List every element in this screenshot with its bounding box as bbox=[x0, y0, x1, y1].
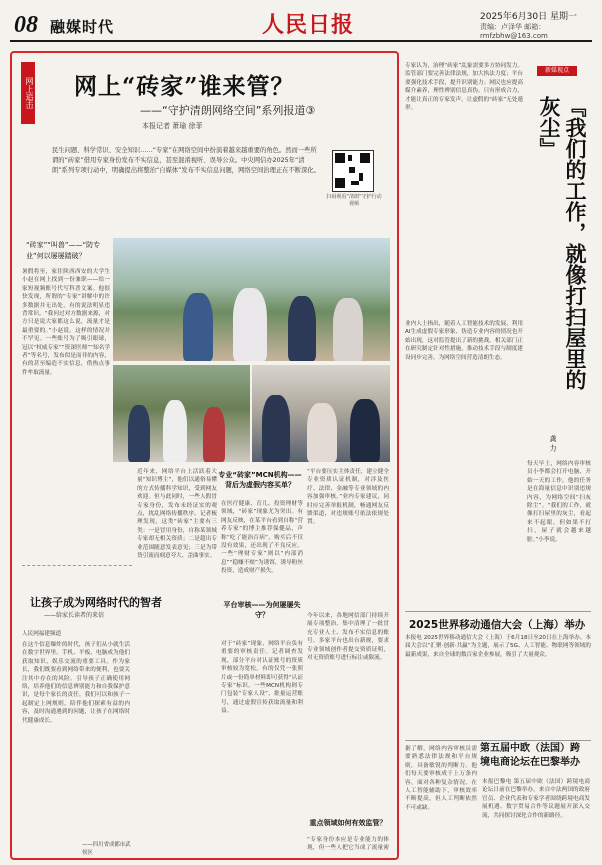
article-byline: 本报记者 萧瑜 徐菲 bbox=[142, 122, 203, 130]
editor-info: 责编：卢泽华 邮箱：rmfzbhw@163.com bbox=[480, 23, 548, 40]
commentary-body: 每天早上，网络内容审核员小李都会打开电脑，开始一天的工作。他的任务是在海量信息中识别违规内容，为网络空间“扫灰除尘”。“我们的工作，就像打扫屋里的灰尘，看起来不起眼，但如果不打扫，屋子就会越来越脏。”小李说。 bbox=[527, 461, 591, 543]
news-body-2: 本报巴黎电 第五届中欧（法国）跨境电商论坛日前在巴黎举办。来自中法两国的政府官员、企业代表和专家学者围绕跨境电商发展机遇、数字贸易合作等议题展开深入交流，共同探讨深化合作的新路径。 bbox=[482, 779, 590, 819]
news-headline-1: 2025世界移动通信大会（上海）举办 bbox=[409, 619, 586, 631]
article-text-col4c: “专家身份本应是专业能力的体现，但一些人把它当成了流量密 bbox=[307, 837, 389, 852]
issue-date: 2025年6月30日 星期一 bbox=[480, 12, 577, 22]
letter-subtitle: ——给家长读者的来信 bbox=[44, 612, 105, 619]
page-header bbox=[0, 0, 602, 46]
article-text-col3: 在医疗健康、育儿、投资理财等领域，“砖家”现象尤为突出。有网友反映，在某平台看到自称“营养专家”的博主推荐保健品，声称“吃了能治百病”，购买后不仅没有效果，还出现了不良反应。一些“理财专家”则以“内部消息”“稳赚不赔”为诱饵，诱导粉丝投资，造成财产损失。 bbox=[221, 501, 303, 575]
right-divider-1 bbox=[405, 611, 591, 612]
header-rule bbox=[10, 40, 592, 42]
side-subheading: “砖家”“叫兽”——“防专业”何以屡屡踏破？ bbox=[26, 241, 101, 260]
commentary-headline: 『我们的工作，就像打扫屋里的灰尘』 bbox=[537, 96, 588, 390]
page-number: 08 bbox=[14, 12, 38, 38]
qr-caption: 扫码观看“清朗”守护行动视频 bbox=[326, 194, 382, 207]
right-column-tag: 新媒视点 bbox=[537, 66, 577, 76]
mid-subheading-1: 专业“砖家”MCN机构——背后为虚假内容买单？ bbox=[218, 471, 302, 489]
article-text-col3b: 对于“砖家”现象，网络平台负有重要的审核责任。记者调查发现，部分平台对认证账号的资质审核较为宽松，有的仅凭一张照片或一份简单材料即可获得“认证专家”标识。一些MCN机构则专门包装“专家人设”，批量运营账号，通过虚假宣传获取流量和利益。 bbox=[221, 641, 303, 715]
article-text-col4b: 今年以来，各地网信部门持续开展专项整治，集中清理了一批冒充专业人士、发布不实信息的账号。多家平台也出台新规，要求专业领域创作者提交资质证明，对无资质账号进行标注或限流。 bbox=[307, 613, 389, 662]
right-text-1: 专家认为，治理“砖家”乱象需要多方协同发力。监管部门要完善法律法规，加大执法力度；平台要强化技术手段，提升识别能力；网民也应提高媒介素养，理性辨别信息真伪。只有形成合力，才能让真正的专家发声，让虚假的“砖家”无处遁形。 bbox=[405, 63, 523, 112]
mid-subheading-2: 平台审核——为何屡屡失守？ bbox=[223, 601, 301, 619]
mid-subheading-3: 重点领域如何有效监管？ bbox=[309, 819, 387, 827]
article-text-col4: “平台要压实主体责任，建立健全专业资质认证机制，对涉及医疗、法律、金融等专业领域的内容加强审核。”业内专家建议，同时应完善举报机制，畅通网友反馈渠道，对违规账号依法依规处置。 bbox=[307, 469, 389, 526]
commentary-author: 龚 力 bbox=[549, 435, 557, 452]
right-text-2: 业内人士指出，随着人工智能技术的发展，利用AI生成虚假专家形象、伪造专业内容的情况也开始出现，这对监管提出了新的挑战。相关部门正在研究制定针对性措施，推动技术手段与制度建设同步完善，为网络空间营造清朗生态。 bbox=[405, 321, 523, 361]
photo-classroom bbox=[252, 365, 390, 462]
letter-byline: 人民网福建频道 bbox=[22, 631, 62, 637]
article-headline: 网上“砖家”谁来管？ bbox=[74, 73, 295, 100]
section-name: 融媒时代 bbox=[50, 18, 115, 36]
news-headline-2: 第五届中欧（法国）跨境电商论坛在巴黎举办 bbox=[480, 743, 580, 768]
article-lead: 民生问题、科学常识、安全知识……“专家”在网络空间中扮演着越来越重要的角色。然而一些所谓的“砖家”借用专家身份发布不实信息，甚至混淆视听、误导公众。中央网信办2025年“清朗”系列专项行动中，明确提出将整治“自媒体”发布不实信息问题，网络空间治理正在不断深化。 bbox=[52, 147, 320, 174]
right-divider-2 bbox=[405, 740, 591, 741]
qr-code[interactable] bbox=[332, 150, 374, 192]
newspaper-logo: 人民日报 bbox=[262, 12, 355, 38]
article-text-col1: 暑假将至，家住陕西西安的大学生小赵在网上找到一份兼职——给一家短视频账号代写科普文案。他很快发现，所谓的“专家”讲解中的许多数据并无出处，有的说法明显违背常识。“我问过对方数据来源，对方只是说大家都这么说，流量才是最重要的。”小赵说。这样的情况并不罕见。一些账号为了吸引眼球，冠以“权威专家”“资深医师”“知名学者”等名号，发布似是而非的内容，有的甚至编造不实信息，借热点事件牟取流量。 bbox=[22, 269, 110, 376]
letter-title: 让孩子成为网络时代的智者 bbox=[30, 596, 162, 609]
letter-box bbox=[22, 565, 162, 856]
letter-body: 在这个信息爆炸的时代，孩子们从小就生活在数字世界里。手机、平板、电脑成为他们获取知识、娱乐交流的重要工具。作为家长，我们既要看到网络带来的便利，也要关注其中存在的风险。引导孩子正确使用网络，培养他们的信息辨别能力和自我保护意识，是每个家长的责任。我们可以和孩子一起制定上网规则，陪伴他们探索有益的内容，及时沟通遇到的问题，让孩子在网络时代健康成长。 bbox=[22, 642, 130, 724]
right-text-3: 据了解，网络内容审核员需要熟悉法律法规和平台规则，具备敏锐的判断力。他们每天要审核成千上万条内容，面对各种复杂情况。在人工智能辅助下，审核效率不断提高，但人工判断依然不可或缺。 bbox=[405, 746, 477, 811]
photo-outdoor-event bbox=[113, 365, 250, 462]
letter-signoff: ——四川省成都市武侯区 bbox=[82, 842, 131, 856]
article-subheadline: ——“守护清朗网络空间”系列报道③ bbox=[140, 104, 316, 117]
news-body-1: 本报电 2025世界移动通信大会（上海）于6月18日至20日在上海举办。本届大会以“汇聚·创新·共赢”为主题，展示了5G、人工智能、物联网等领域的最新成果，来自全球的数百家企业参展，吸引了大量观众。 bbox=[405, 635, 591, 658]
photo-security-week bbox=[113, 238, 390, 361]
column-tag: 网上追击 bbox=[21, 62, 35, 124]
article-text-col2: 近年来，网络平台上活跃着大量“知识博主”，他们以通俗易懂的方式传播科学知识，受到网友欢迎。但与此同时，一些人假冒专家身份，发布未经证实的观点，扰乱网络传播秩序。记者梳理发现，这类“砖家”主要有三类：一是冒用身份，自称某领域专家却无相关资质；二是超出专业范围随意发表意见；三是为带货引流而刻意夸大、歪曲事实。 bbox=[137, 469, 217, 560]
